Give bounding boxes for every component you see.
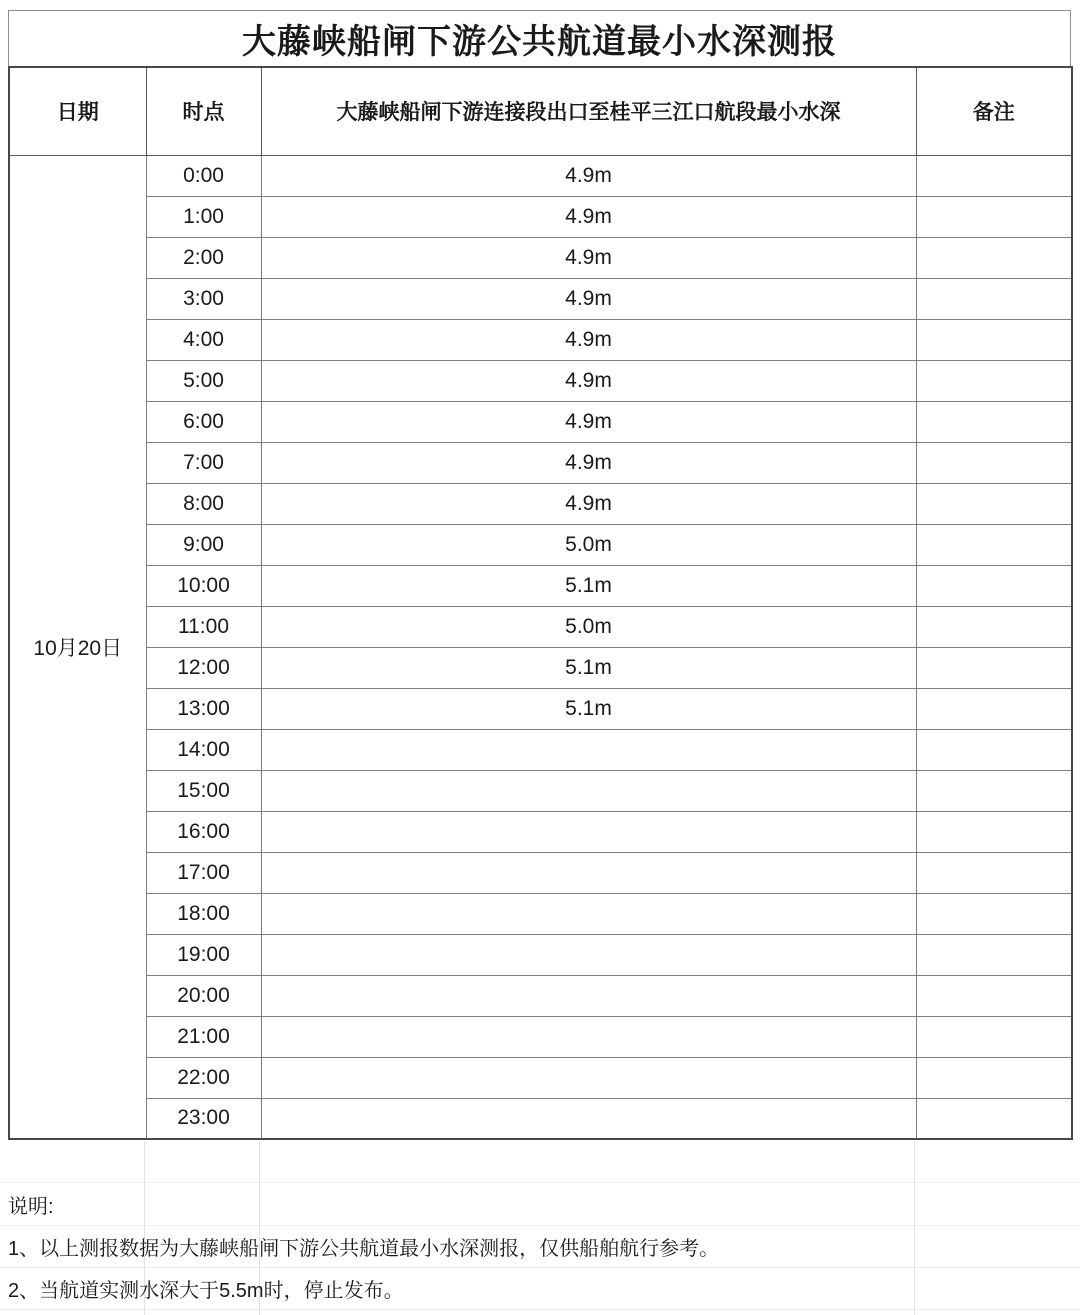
report-title: 大藤峡船闸下游公共航道最小水深测报 xyxy=(8,10,1071,66)
remark-cell xyxy=(916,1057,1072,1098)
note-item: 2、当航道实测水深大于5.5m时，停止发布。 xyxy=(8,1280,404,1302)
time-cell: 18:00 xyxy=(146,893,261,934)
remark-cell xyxy=(916,647,1072,688)
depth-cell xyxy=(261,1098,916,1139)
notes-label: 说明: xyxy=(8,1195,54,1218)
note-row xyxy=(0,1268,1080,1310)
time-cell: 6:00 xyxy=(146,401,261,442)
time-cell: 3:00 xyxy=(146,278,261,319)
table-row xyxy=(9,811,1072,852)
time-cell: 7:00 xyxy=(146,442,261,483)
time-cell: 10:00 xyxy=(146,565,261,606)
table-row xyxy=(9,483,1072,524)
notes-label-row xyxy=(0,1183,1080,1226)
table-row xyxy=(9,278,1072,319)
depth-cell xyxy=(261,1057,916,1098)
notes-section xyxy=(0,1141,1080,1315)
table-row xyxy=(9,975,1072,1016)
table-row xyxy=(9,852,1072,893)
depth-cell: 4.9m xyxy=(261,401,916,442)
remark-cell xyxy=(916,278,1072,319)
remark-cell xyxy=(916,893,1072,934)
remark-cell xyxy=(916,688,1072,729)
depth-cell: 4.9m xyxy=(261,155,916,196)
depth-cell: 5.0m xyxy=(261,606,916,647)
remark-cell xyxy=(916,1016,1072,1057)
table-row xyxy=(9,319,1072,360)
table-header xyxy=(9,67,1072,155)
remark-cell xyxy=(916,237,1072,278)
remark-cell xyxy=(916,934,1072,975)
depth-cell: 4.9m xyxy=(261,237,916,278)
note-item: 1、以上测报数据为大藤峡船闸下游公共航道最小水深测报，仅供船舶航行参考。 xyxy=(8,1238,720,1260)
depth-cell: 4.9m xyxy=(261,196,916,237)
table-row xyxy=(9,237,1072,278)
table-row xyxy=(9,360,1072,401)
table-row xyxy=(9,196,1072,237)
depth-cell: 5.1m xyxy=(261,565,916,606)
table-row xyxy=(9,770,1072,811)
remark-cell xyxy=(916,196,1072,237)
remark-cell xyxy=(916,770,1072,811)
remark-cell xyxy=(916,524,1072,565)
remark-cell xyxy=(916,729,1072,770)
depth-table xyxy=(8,66,1073,1140)
remark-cell xyxy=(916,852,1072,893)
time-cell: 20:00 xyxy=(146,975,261,1016)
col-header-depth: 大藤峡船闸下游连接段出口至桂平三江口航段最小水深 xyxy=(261,67,916,155)
time-cell: 21:00 xyxy=(146,1016,261,1057)
col-header-date: 日期 xyxy=(9,67,146,155)
table-row xyxy=(9,1098,1072,1139)
time-cell: 8:00 xyxy=(146,483,261,524)
col-header-time: 时点 xyxy=(146,67,261,155)
table-row xyxy=(9,524,1072,565)
time-cell: 0:00 xyxy=(146,155,261,196)
remark-cell xyxy=(916,1098,1072,1139)
depth-cell xyxy=(261,893,916,934)
time-cell: 22:00 xyxy=(146,1057,261,1098)
date-cell: 10月20日 xyxy=(9,155,146,1139)
table-row xyxy=(9,155,1072,196)
table-row xyxy=(9,934,1072,975)
depth-cell: 4.9m xyxy=(261,360,916,401)
depth-cell: 4.9m xyxy=(261,278,916,319)
table-row xyxy=(9,401,1072,442)
depth-cell: 5.1m xyxy=(261,688,916,729)
remark-cell xyxy=(916,401,1072,442)
time-cell: 5:00 xyxy=(146,360,261,401)
time-cell: 14:00 xyxy=(146,729,261,770)
table-row xyxy=(9,688,1072,729)
time-cell: 16:00 xyxy=(146,811,261,852)
table-row xyxy=(9,893,1072,934)
depth-cell xyxy=(261,811,916,852)
table-row xyxy=(9,1057,1072,1098)
depth-cell xyxy=(261,1016,916,1057)
time-cell: 19:00 xyxy=(146,934,261,975)
depth-cell: 4.9m xyxy=(261,442,916,483)
remark-cell xyxy=(916,606,1072,647)
table-row xyxy=(9,729,1072,770)
time-cell: 1:00 xyxy=(146,196,261,237)
remark-cell xyxy=(916,483,1072,524)
depth-cell: 5.1m xyxy=(261,647,916,688)
time-cell: 13:00 xyxy=(146,688,261,729)
time-cell: 12:00 xyxy=(146,647,261,688)
depth-cell: 5.0m xyxy=(261,524,916,565)
remark-cell xyxy=(916,442,1072,483)
time-cell: 23:00 xyxy=(146,1098,261,1139)
time-cell: 11:00 xyxy=(146,606,261,647)
table-row xyxy=(9,442,1072,483)
remark-cell xyxy=(916,811,1072,852)
time-cell: 17:00 xyxy=(146,852,261,893)
remark-cell xyxy=(916,155,1072,196)
col-header-remark: 备注 xyxy=(916,67,1072,155)
table-row xyxy=(9,606,1072,647)
depth-cell xyxy=(261,729,916,770)
table-row xyxy=(9,565,1072,606)
depth-cell: 4.9m xyxy=(261,319,916,360)
time-cell: 4:00 xyxy=(146,319,261,360)
depth-cell: 4.9m xyxy=(261,483,916,524)
remark-cell xyxy=(916,975,1072,1016)
depth-cell xyxy=(261,934,916,975)
time-cell: 9:00 xyxy=(146,524,261,565)
depth-cell xyxy=(261,852,916,893)
remark-cell xyxy=(916,319,1072,360)
table-row xyxy=(9,647,1072,688)
grid-line xyxy=(914,1141,915,1315)
table-row xyxy=(9,1016,1072,1057)
remark-cell xyxy=(916,565,1072,606)
depth-cell xyxy=(261,975,916,1016)
remark-cell xyxy=(916,360,1072,401)
depth-cell xyxy=(261,770,916,811)
time-cell: 2:00 xyxy=(146,237,261,278)
empty-grid-row xyxy=(0,1141,1080,1183)
header-row xyxy=(9,67,1072,155)
note-row xyxy=(0,1226,1080,1268)
time-cell: 15:00 xyxy=(146,770,261,811)
